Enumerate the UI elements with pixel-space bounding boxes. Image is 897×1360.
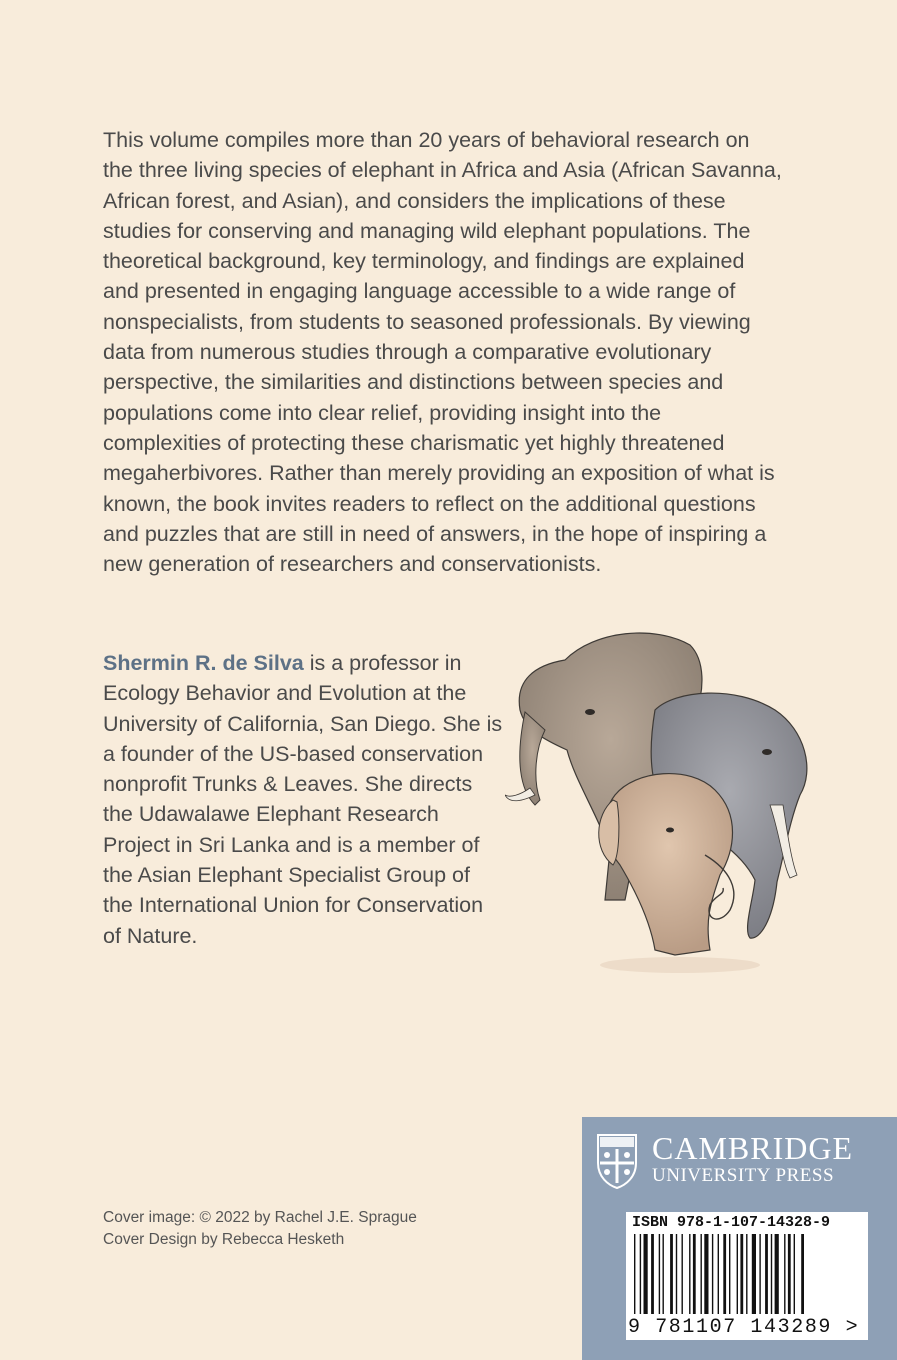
barcode-bar	[682, 1234, 683, 1314]
barcode-bar	[788, 1234, 791, 1314]
barcode-bar	[651, 1234, 654, 1314]
publisher-name-line1: CAMBRIDGE	[652, 1130, 854, 1166]
barcode-bar	[801, 1234, 804, 1314]
barcode-bar	[644, 1234, 648, 1314]
cambridge-crest-icon	[596, 1133, 638, 1189]
isbn-label: ISBN 978-1-107-14328-9	[632, 1214, 831, 1231]
barcode-bar	[634, 1234, 635, 1314]
publisher-panel	[582, 1117, 897, 1360]
barcode-bar	[701, 1234, 702, 1314]
blurb-text: This volume compiles more than 20 years of behavioral research on the three living species of elephant in Africa and Asia (African Savanna, African forest, and Asian), and considers the implications of these studies for conserving and managing wild elephant populations. The theoretical background, key terminology, and findings are explained and presented in engaging language accessible to a wide range of nonspecialists, from students to seasoned professionals. By viewing data from numerous studies through a comparative evolutionary perspective, the similarities and distinctions between species and populations come into clear relief, providing insight into the complexities of protecting these charismatic yet highly threatened megaherbivores. Rather than merely providing an exposition of what is known, the book invites readers to reflect on the additional questions and puzzles that are still in need of answers, in the hope of inspiring a new generation of researchers and conservationists.	[103, 128, 782, 577]
barcode-bar	[752, 1234, 756, 1314]
author-name: Shermin R. de Silva	[103, 651, 304, 675]
publisher-name-line2: UNIVERSITY PRESS	[652, 1165, 835, 1186]
author-bio-text: is a professor in Ecology Behavior and Evolution at the University of California, San Diego. She is a founder of the US-based conservation nonprofit Trunks & Leaves. She directs the Udawalawe Elephant Research Project in Sri Lanka and is a member of the Asian Elephant Specialist Group of the International Union for Conservation of Nature.	[103, 651, 503, 948]
barcode-bar	[676, 1234, 677, 1314]
elephant-illustration	[505, 620, 850, 975]
barcode-bar	[704, 1234, 708, 1314]
barcode-bar	[689, 1234, 690, 1314]
publisher-name	[652, 1131, 853, 1187]
barcode-bar	[794, 1234, 795, 1314]
barcode-bar	[784, 1234, 785, 1314]
barcode-bar	[737, 1234, 738, 1314]
barcode-bar	[663, 1234, 664, 1314]
barcode-bar	[670, 1234, 673, 1314]
barcode-bars	[632, 1234, 862, 1314]
barcode-bar	[746, 1234, 747, 1314]
barcode-bar	[771, 1234, 772, 1314]
barcode-number: 9 781107 143289 >	[628, 1316, 860, 1339]
barcode-bar	[729, 1234, 730, 1314]
barcode-bar	[712, 1234, 713, 1314]
barcode-bar	[659, 1234, 660, 1314]
barcode-bar	[740, 1234, 743, 1314]
cover-credits	[103, 1207, 417, 1251]
barcode-bar	[723, 1234, 726, 1314]
author-bio	[103, 648, 503, 951]
barcode-bar	[765, 1234, 768, 1314]
barcode-bar	[775, 1234, 779, 1314]
barcode-bar	[693, 1234, 696, 1314]
cover-image-credit: Cover image: © 2022 by Rachel J.E. Sprague	[103, 1209, 417, 1226]
cover-design-credit: Cover Design by Rebecca Hesketh	[103, 1231, 345, 1248]
barcode-bar	[759, 1234, 760, 1314]
barcode	[626, 1212, 868, 1340]
barcode-bar	[718, 1234, 719, 1314]
barcode-bar	[640, 1234, 641, 1314]
